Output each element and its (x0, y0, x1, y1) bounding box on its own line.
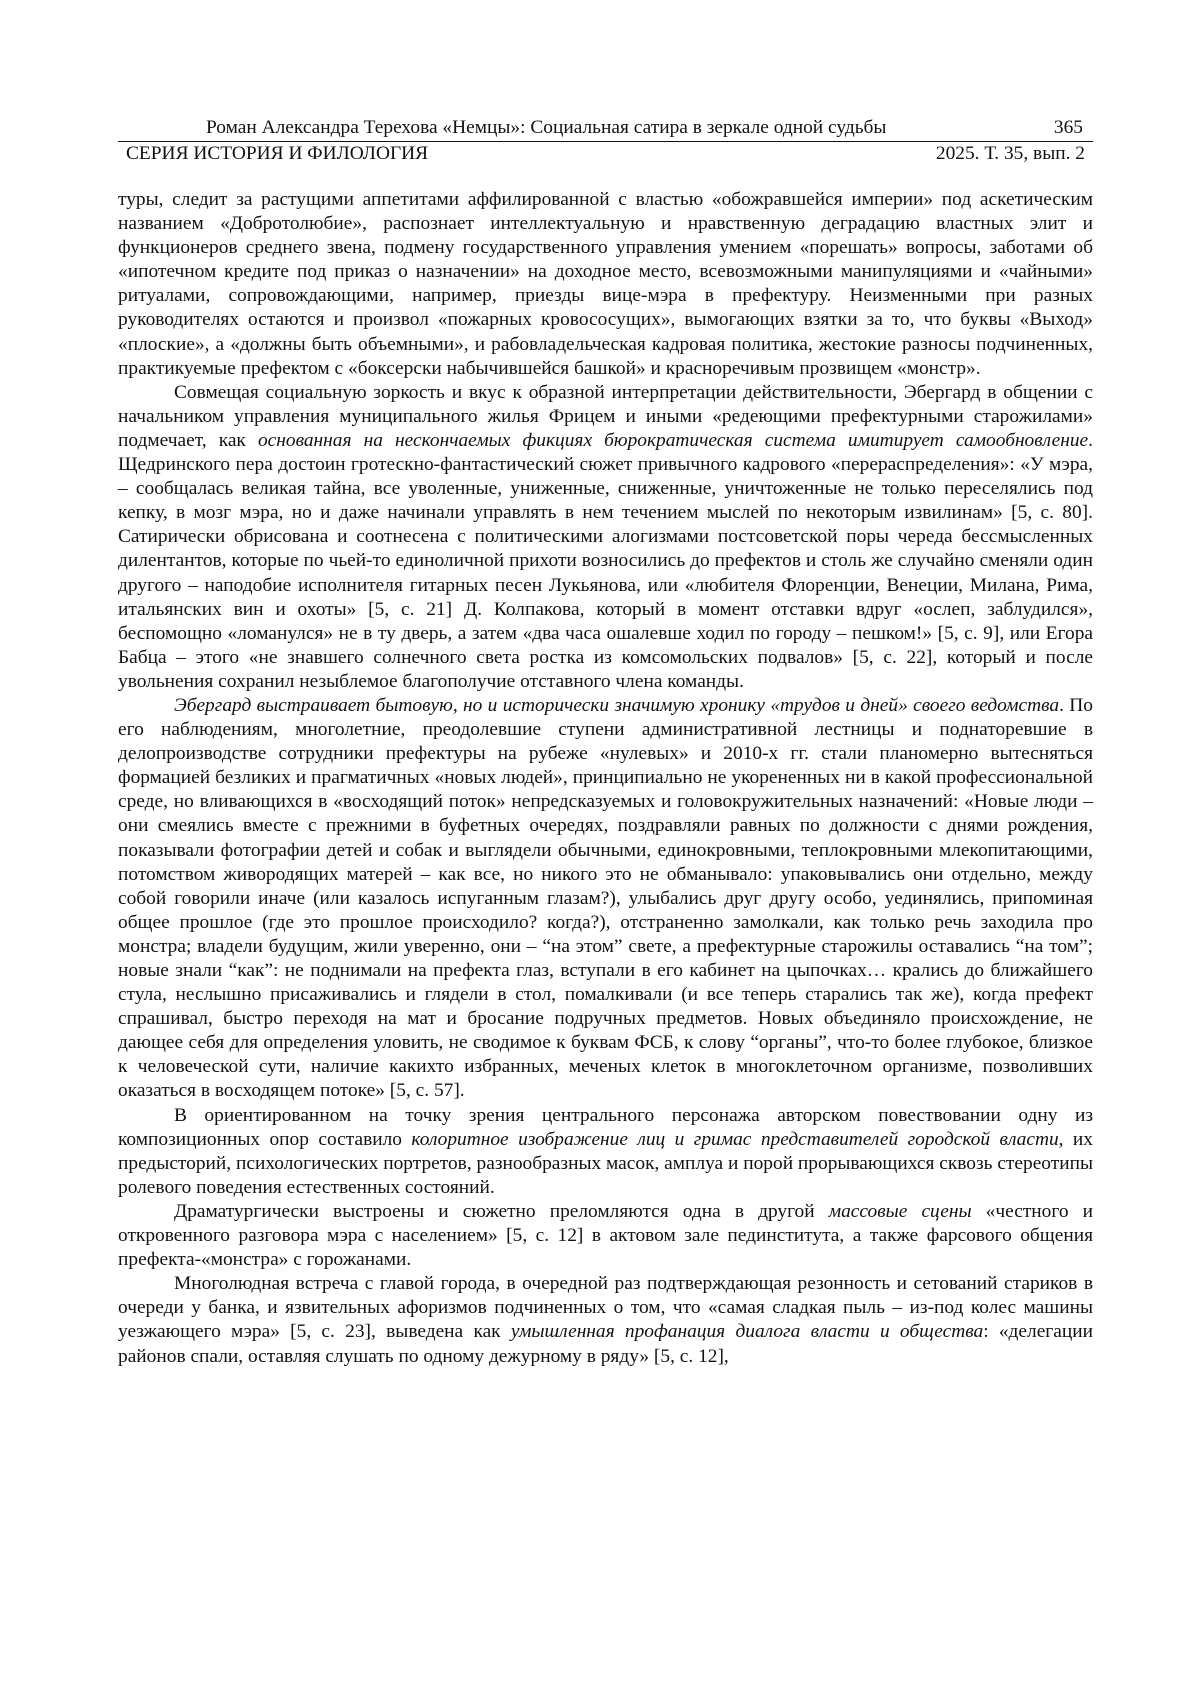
article-title: Роман Александра Терехова «Немцы»: Социальная сатира в зеркале одной судьбы (206, 116, 886, 140)
paragraph (118, 1200, 1093, 1272)
paragraph (118, 1272, 1093, 1368)
text-run: туры, следит за растущими аппетитами аффилированной с властью «обожравшейся империи» под аскетическим названием «Добротолюбие», распознает интеллектуальную и нравственную деградацию властных элит и функционеров среднего звена, подмену государственного управления умением «порешать» вопросы, заботами об «ипотечном кредите под приказ о назначении» на доходное место, всевозможными манипуляциями и «чайными» ритуалами, сопровождающими, например, приезды вице-мэра в префектуру. Неизменными при разных руководителях остаются и произвол «пожарных кровососущих», вымогающих взятки за то, что буквы «Выход» «плоские», а «должны быть объемными», и рабовладельческая кадровая политика, жестокие разносы подчиненных, практикуемые префектом с «боксерски набычившейся башкой» и красноречивым прозвищем «монстр». (118, 189, 1093, 379)
italic-emphasis: основанная на нескончаемых фикциях бюрократическая система имитирует самообновление (258, 430, 1088, 451)
article-body (118, 188, 1093, 1369)
paragraph (118, 381, 1093, 694)
paragraph (118, 188, 1093, 381)
paragraph (118, 694, 1093, 1104)
italic-emphasis: Эбергард выстраивает бытовую, но и исторически значимую хронику «трудов и дней» своего ведомства (174, 695, 1059, 716)
text-run: В ориентированном на точку зрения центрального персонажа авторском повествовании одну из композиционных опор составило (118, 1105, 1093, 1150)
text-run: «честного и откровенного разговора мэра с населением» [5, с. 12] в актовом зале пединститута, а также фарсового общения префекта-«монстра» с горожанами. (118, 1201, 1093, 1270)
header-row-series (118, 142, 1093, 166)
text-run: Совмещая социальную зоркость и вкус к образной интерпретации действительности, Эбергард в общении с начальником управления муниципального жилья Фрицем и иными «редеющими префектурными старожилами» подмечает, как (118, 382, 1093, 451)
page-number: 365 (1054, 116, 1083, 140)
running-header (118, 116, 1093, 166)
italic-emphasis: умышленная профанация диалога власти и общества (511, 1321, 983, 1342)
text-run: . Щедринского пера достоин гротескно-фантастический сюжет привычного кадрового «перераспределения»: «У мэра, – сообщалась великая тайна, все уволенные, униженные, сниженные, уничтоженные не только переселялись под кепку, в мозг мэра, но и даже начинали управлять в нем течением мыслей по некоторым извилинам» [5, с. 80]. Сатирически обрисована и соотнесена с политическими алогизмами постсоветской поры череда бессмысленных дилентантов, которые по чьей-то единоличной прихоти возносились до префектов и столь же случайно сменяли один другого – наподобие исполнителя гитарных песен Лукьянова, или «любителя Флоренции, Венеции, Милана, Рима, итальянских вин и охоты» [5, с. 21] Д. Колпакова, который в момент отставки вдруг «ослеп, заблудился», беспомощно «ломанулся» не в ту дверь, а затем «два часа ошалевше ходил по городу – пешком!» [5, с. 9], или Егора Бабца – этого «не знавшего солнечного света ростка из комсомольских подвалов» [5, с. 22], который и после увольнения сохранил незыблемое благополучие отставного члена команды. (118, 430, 1093, 692)
journal-issue: 2025. Т. 35, вып. 2 (936, 142, 1085, 166)
text-run: , их предысторий, психологических портретов, разнообразных масок, амплуа и порой прорывающихся сквозь стереотипы ролевого поведения естественных состояний. (118, 1129, 1093, 1198)
italic-emphasis: массовые сцены (829, 1201, 972, 1222)
paragraph (118, 1104, 1093, 1200)
italic-emphasis: колоритное изображение лиц и гримас представителей городской власти (411, 1129, 1058, 1150)
header-row-title (118, 116, 1093, 140)
text-run: Многолюдная встреча с главой города, в очередной раз подтверждающая резонность и сетований стариков в очереди у банка, и язвительных афоризмов подчиненных о том, что «самая сладкая пыль – из-под колес машины уезжающего мэра» [5, с. 23], выведена как (118, 1273, 1093, 1342)
journal-series: СЕРИЯ ИСТОРИЯ И ФИЛОЛОГИЯ (126, 142, 428, 166)
text-run: : «делегации районов спали, оставляя слушать по одному дежурному в ряду» [5, с. 12], (118, 1321, 1093, 1366)
text-run: . По его наблюдениям, многолетние, преодолевшие ступени административной лестницы и поднаторевшие в делопроизводстве сотрудники префектуры на рубеже «нулевых» и 2010-х гг. стали планомерно вытесняться формацией безликих и прагматичных «новых людей», принципиально не укорененных ни в какой профессиональной среде, но вливающихся в «восходящий поток» непредсказуемых и головокружительных назначений: «Новые люди – они смеялись вместе с прежними в буфетных очередях, поздравляли равных по должности с днями рождения, показывали фотографии детей и собак и выглядели обычными, единокровными, теплокровными млекопитающими, потомством живородящих матерей – как все, но никого это не обманывало: упаковывались они отдельно, между собой говорили иначе (или казалось испуганным глазам?), улыбались друг другу особо, уединялись, припоминая общее прошлое (где это прошлое происходило? когда?), отстраненно замолкали, как только речь заходила про монстра; владели будущим, жили уверенно, они – “на этом” свете, а префектурные старожилы оставались “на том”; новые знали “как”: не поднимали на префекта глаз, вступали в его кабинет на цыпочках… крались до ближайшего стула, неслышно присаживались и глядели в стол, помалкивали (и все теперь старались так же), когда префект спрашивал, быстро переходя на мат и бросание подручных предметов. Новых объединяло происхождение, не дающее себя для определения уловить, не сводимое к буквам ФСБ, к слову “органы”, что-то более глубокое, близкое к человеческой сути, наличие какихто избранных, меченых клеток в многоклеточном организме, позволивших оказаться в восходящем потоке» [5, с. 57]. (118, 695, 1093, 1102)
document-page (0, 0, 1200, 1698)
text-run: Драматургически выстроены и сюжетно преломляются одна в другой (174, 1201, 829, 1222)
